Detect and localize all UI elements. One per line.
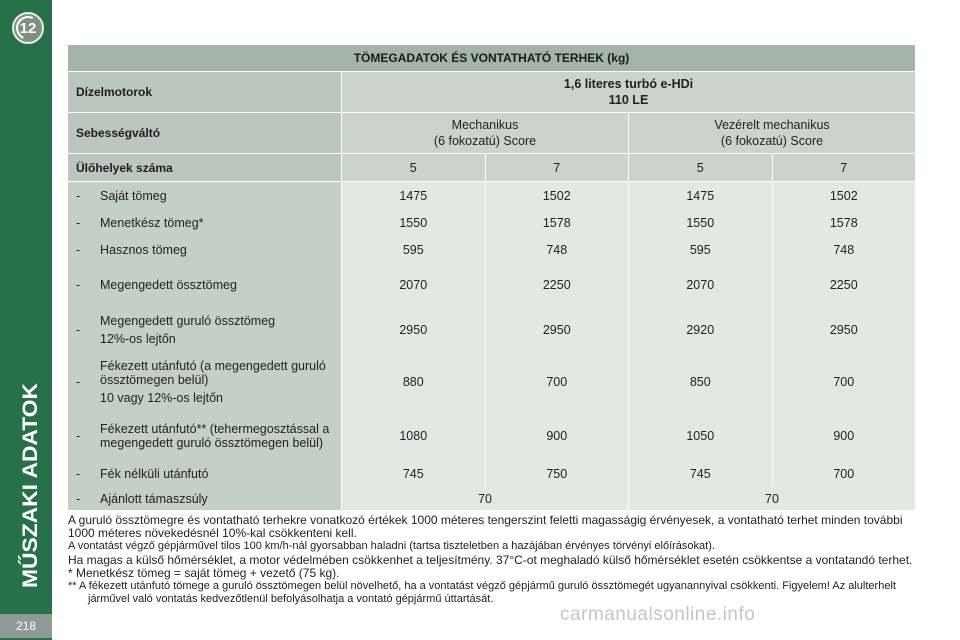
- table-row-label: [68, 460, 341, 487]
- table-cell: 850: [689, 375, 711, 389]
- row-dash: -: [76, 491, 81, 506]
- table-row-label: [68, 307, 341, 353]
- seats-value: 5: [629, 154, 773, 181]
- table-cell: 748: [546, 242, 568, 257]
- value-column: [342, 182, 486, 487]
- row-dash: -: [76, 323, 81, 337]
- table-row-label: [68, 353, 341, 411]
- table-cell: 1080: [399, 428, 428, 443]
- table-cell: 1578: [829, 215, 858, 230]
- section-title-svg: [8, 380, 48, 590]
- row-label-text: Menetkész tömeg*: [100, 215, 204, 230]
- gearbox-automated-line1: Vezérelt mechanikus: [714, 118, 830, 132]
- table-cell: 1550: [399, 215, 428, 230]
- table-row-label: [68, 487, 341, 510]
- table-cell: 745: [689, 466, 711, 481]
- table-cell: 700: [833, 375, 855, 389]
- row-label-text: Fékezett utánfutó** (tehermegosztással a megengedett guruló össztömegen belül): [100, 421, 330, 450]
- body-values: [342, 182, 915, 510]
- table-cell: 2950: [829, 323, 858, 337]
- row-label-text: Ajánlott támaszsúly: [100, 491, 208, 506]
- seats-row: [68, 154, 915, 182]
- gearbox-manual: [342, 113, 629, 153]
- value-column: [629, 182, 773, 487]
- gearbox-row: [68, 113, 915, 154]
- gearbox-automated: [629, 113, 915, 153]
- value-column: [486, 182, 630, 487]
- gearbox-manual-line1: Mechanikus: [451, 118, 519, 132]
- engine-row: [68, 72, 915, 113]
- engine-label: Dízelmotorok: [68, 72, 342, 112]
- table-body: [68, 182, 915, 510]
- row-label-sub: 10 vagy 12%-os lejtőn: [100, 391, 223, 405]
- table-cell: 2070: [399, 278, 428, 292]
- footnote-2: ** A fékezett utánfutó tömege a guruló össztömegen belül növelhető, ha a vontatást végző gépjármű guruló össztömegét ugyanannyival csökkenti. Figyelem! Az alulterhelt járművel való vontatás kedvezőtlenül befolyásolhatja a vontató gépjármű úttartását.: [68, 580, 896, 606]
- body-value-columns: [342, 182, 915, 487]
- table-cell: 700: [546, 375, 568, 389]
- table-cell: 595: [689, 242, 711, 257]
- gearbox-automated-line2: (6 fokozatú) Score: [720, 134, 824, 148]
- chapter-number: 12: [19, 19, 37, 37]
- table-cell: 1050: [686, 428, 715, 443]
- table-cell: 70: [342, 487, 629, 510]
- footnote-1: * Menetkész tömeg = saját tömeg + vezető (75 kg).: [68, 565, 340, 580]
- table-cell: 1475: [399, 188, 428, 203]
- nose-weight-values: [342, 487, 915, 510]
- table-cell: 745: [402, 466, 424, 481]
- table-cell: 1550: [686, 215, 715, 230]
- page-number: 218: [0, 614, 52, 638]
- table-cell: 70: [765, 491, 779, 506]
- row-label-text: Hasznos tömeg: [100, 242, 187, 257]
- table-cell: 748: [833, 242, 855, 257]
- row-dash: -: [76, 242, 81, 257]
- row-label-text: Megengedett össztömeg: [100, 278, 237, 292]
- table-cell: 2250: [829, 278, 858, 292]
- row-dash: -: [76, 375, 81, 389]
- section-title-text: MŰSZAKI ADATOK: [19, 399, 42, 588]
- chapter-badge: [12, 12, 44, 44]
- row-dash: -: [76, 188, 81, 203]
- engine-value: [342, 72, 915, 112]
- row-dash: -: [76, 278, 81, 292]
- notes-block: [68, 514, 918, 606]
- table-cell: 880: [402, 375, 424, 389]
- chapter-arc-icon: [13, 13, 44, 44]
- row-dash: -: [76, 466, 81, 481]
- seats-label: Ülőhelyek száma: [68, 154, 342, 181]
- table-cell: 1502: [829, 188, 858, 203]
- row-label-text: Megengedett guruló össztömeg: [100, 314, 276, 328]
- table-cell: 1475: [686, 188, 715, 203]
- table-cell: 1502: [542, 188, 571, 203]
- table-cell: 2950: [542, 323, 571, 337]
- row-label-sub: 12%-os lejtőn: [100, 332, 176, 346]
- row-label-text: Fékezett utánfutó (a megengedett guruló össztömegen belül): [100, 359, 326, 387]
- note-speed: A vontatást végző gépjárművel tilos 100 km/h-nál gyorsabban haladni (tartsa tiszteletben a hazájában érvényes törvényi előírásokat).: [68, 540, 715, 553]
- seats-value: 5: [342, 154, 486, 181]
- row-dash: -: [76, 215, 81, 230]
- table-cell: 750: [546, 466, 568, 481]
- table-cell: 2250: [542, 278, 571, 292]
- table-cell: 700: [833, 466, 855, 481]
- table-title: TÖMEGADATOK ÉS VONTATHATÓ TERHEK (kg): [68, 45, 915, 72]
- table-row-label: [68, 411, 341, 460]
- body-labels-column: [68, 182, 342, 510]
- note-altitude: A guruló össztömegre és vontatható terhekre vonatkozó értékek 1000 méteres tengerszint feletti magasságig érvényesek, a vontatható terhet minden további 1000 méteres növekedésnél 10%-kal csökkenteni kell.: [68, 513, 903, 541]
- table-row-label: [68, 209, 341, 236]
- row-label-text: Saját tömeg: [100, 188, 167, 203]
- chapter-sidebar: [0, 0, 52, 640]
- watermark: carmanualsonline.info: [560, 604, 756, 625]
- table-cell: 595: [402, 242, 424, 257]
- table-cell: 900: [546, 428, 568, 443]
- table-cell: 2950: [399, 323, 428, 337]
- table-cell: 2070: [686, 278, 715, 292]
- seats-value: 7: [840, 160, 848, 175]
- gearbox-manual-line2: (6 fokozatú) Score: [433, 134, 537, 148]
- engine-value-line2: 110 LE: [608, 93, 649, 107]
- row-label-text: Fék nélküli utánfutó: [100, 466, 209, 481]
- weights-table: [68, 45, 915, 510]
- row-dash: -: [76, 428, 81, 443]
- table-row-label: [68, 182, 341, 209]
- table-row-label: [68, 236, 341, 263]
- note-temperature: Ha magas a külső hőmérséklet, a motor védelmében csökkenhet a teljesítmény. 37°C-ot meghaladó külső hőmérséklet esetén csökkentse a vontatandó terhet.: [68, 552, 913, 567]
- table-cell: 900: [833, 428, 855, 443]
- gearbox-label: Sebességváltó: [68, 113, 342, 153]
- table-cell: 1578: [542, 215, 571, 230]
- section-title: [8, 380, 48, 590]
- engine-value-line1: 1,6 literes turbó e-HDi: [563, 77, 694, 91]
- table-cell: 2920: [686, 323, 715, 337]
- seats-value: 7: [486, 154, 630, 181]
- table-row-label: [68, 263, 341, 307]
- value-column: [773, 182, 916, 487]
